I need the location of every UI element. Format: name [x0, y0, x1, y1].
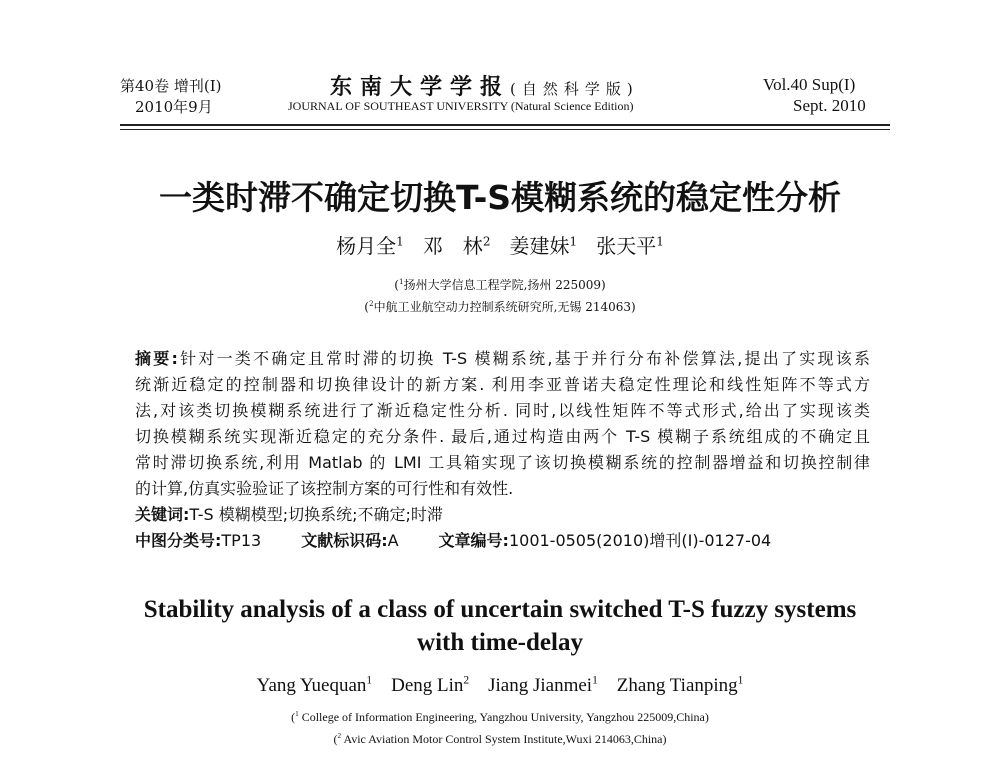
author: 杨月全$^1$: [336, 234, 404, 258]
date-cn: 2010年9月: [135, 98, 213, 116]
author: 张天平$^1$: [596, 234, 664, 258]
affiliation-cn-1: ($^1$扬州大学信息工程学院,扬州 225009): [394, 277, 606, 292]
authors-cn: [0, 230, 1000, 259]
abstract-line: 法,对该类切换模糊系统进行了渐近稳定性分析. 同时,以线性矩阵不等式形式,给出了实现该类: [135, 401, 870, 420]
title-en-line: Stability analysis of a class of uncertain switched T-S fuzzy systems: [143, 596, 857, 623]
volume-cn: 第40卷 增刊(I): [120, 77, 222, 95]
abstract-line: 切换模糊系统实现渐近稳定的充分条件. 最后,通过构造由两个 T-S 模糊子系统组成的不确定且: [135, 427, 870, 446]
abstract-line: 的计算,仿真实验验证了该控制方案的可行性和有效性.: [135, 479, 514, 498]
abstract-line: 常时滞切换系统,利用 Matlab 的 LMI 工具箱实现了该切换模糊系统的控制器增益和切换控制律: [135, 453, 870, 472]
affiliation-en-2: ($^2$ Avic Aviation Motor Control System Institute,Wuxi 214063,China): [333, 732, 667, 746]
author: 邓 林$^2$: [422, 234, 491, 258]
classification: 中图分类号:TP13 文献标识码:A 文章编号:1001-0505(2010)增刊(I)-0127-04: [135, 531, 772, 550]
author: 姜建妹$^1$: [509, 234, 578, 258]
abstract-line: 摘要:针对一类不确定且常时滞的切换 T-S 模糊系统,基于并行分布补偿算法,提出了实现该系: [135, 349, 870, 368]
author: Jiang Jianmei$^1$: [488, 675, 598, 697]
header-rule: [120, 124, 890, 126]
keywords: 关键词:T-S 模糊模型;切换系统;不确定;时滞: [135, 505, 443, 524]
affiliation-en-1: ($^1$ College of Information Engineering, Yangzhou University, Yangzhou 225009,China): [291, 710, 709, 724]
author: Deng Lin$^2$: [391, 675, 470, 697]
abstract-line: 统渐近稳定的控制器和切换律设计的新方案. 利用李亚普诺夫稳定性理论和线性矩阵不等式方: [135, 375, 870, 394]
journal-name-en: JOURNAL OF SOUTHEAST UNIVERSITY (Natural Science Edition): [288, 99, 634, 113]
authors-en: [0, 675, 1000, 697]
author: Zhang Tianping$^1$: [616, 675, 744, 697]
affiliation-cn-2: ($^2$中航工业航空动力控制系统研究所,无锡 214063): [364, 299, 636, 314]
author: Yang Yuequan$^1$: [256, 675, 373, 697]
title-cn: 一类时滞不确定切换T-S模糊系统的稳定性分析: [158, 178, 842, 217]
title-en-line: with time-delay: [417, 629, 583, 656]
date-en: Sept. 2010: [793, 96, 866, 115]
abstract-label: 摘要:: [135, 349, 178, 368]
volume-en: Vol.40 Sup(I): [763, 75, 856, 94]
header-rule-thin: [120, 129, 890, 130]
journal-name-cn: 东南大学学报(自然科学版): [330, 74, 639, 100]
